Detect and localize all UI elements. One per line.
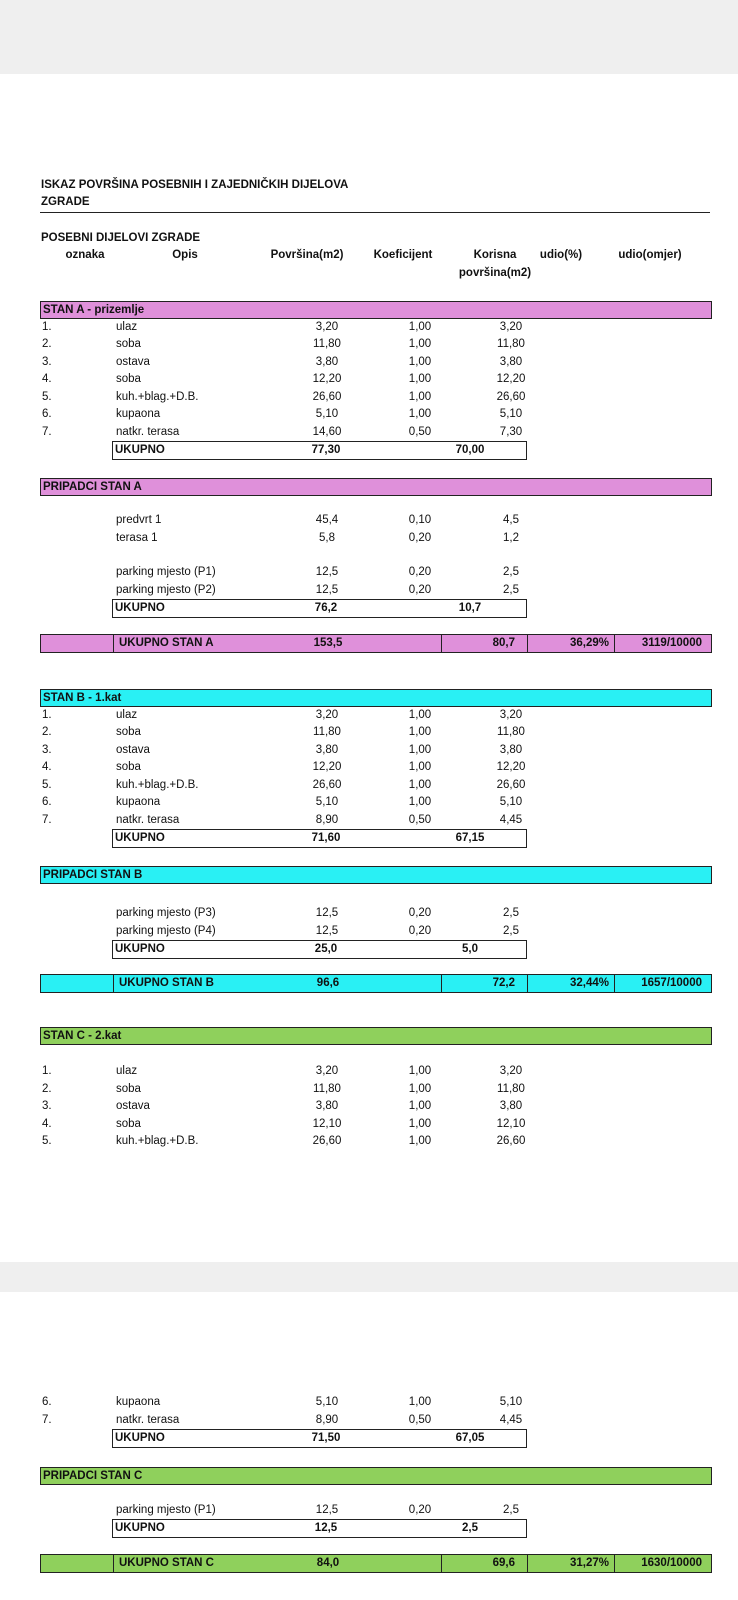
row-num: 6. bbox=[42, 1396, 52, 1408]
row-desc: soba bbox=[116, 373, 141, 385]
row-area: 12,5 bbox=[315, 925, 339, 937]
row-area: 12,5 bbox=[315, 584, 339, 596]
total-row bbox=[112, 1429, 527, 1448]
row-desc: soba bbox=[116, 1083, 141, 1095]
grand-label: UKUPNO STAN A bbox=[119, 637, 214, 649]
table-row bbox=[40, 1063, 710, 1080]
section-title: STAN C - 2.kat bbox=[43, 1030, 122, 1042]
total-area: 76,2 bbox=[314, 602, 338, 614]
table-row bbox=[40, 1116, 710, 1133]
row-desc: parking mjesto (P1) bbox=[116, 566, 216, 578]
row-coef: 0,20 bbox=[408, 532, 432, 544]
cell-divider bbox=[614, 1555, 615, 1572]
row-coef: 0,20 bbox=[408, 584, 432, 596]
total-label: UKUPNO bbox=[115, 1432, 165, 1444]
row-desc: kuh.+blag.+D.B. bbox=[116, 1135, 199, 1147]
table-row bbox=[40, 777, 710, 794]
table-row bbox=[40, 759, 710, 776]
header-udio-omjer: udio(omjer) bbox=[618, 249, 682, 261]
row-area: 3,20 bbox=[315, 709, 339, 721]
row-area: 5,10 bbox=[315, 1396, 339, 1408]
row-area: 26,60 bbox=[312, 391, 342, 403]
table-row bbox=[40, 707, 710, 724]
header-koeficijent: Koeficijent bbox=[373, 249, 433, 261]
row-kor: 26,60 bbox=[496, 391, 526, 403]
row-area: 8,90 bbox=[315, 1414, 339, 1426]
row-kor: 3,80 bbox=[499, 1100, 523, 1112]
row-kor: 4,45 bbox=[499, 814, 523, 826]
row-kor: 4,5 bbox=[503, 514, 519, 526]
row-desc: soba bbox=[116, 1118, 141, 1130]
row-desc: kupaona bbox=[116, 408, 161, 420]
total-row bbox=[112, 441, 527, 460]
row-kor: 3,20 bbox=[499, 1065, 523, 1077]
row-desc: parking mjesto (P2) bbox=[116, 584, 216, 596]
header-korisna-2: površina(m2) bbox=[458, 267, 532, 279]
grand-pct: 32,44% bbox=[569, 977, 609, 989]
row-area: 12,20 bbox=[312, 761, 342, 773]
header-udio-pct: udio(%) bbox=[539, 249, 583, 261]
row-num: 4. bbox=[42, 761, 52, 773]
row-kor: 3,80 bbox=[499, 744, 523, 756]
total-label: UKUPNO bbox=[115, 943, 165, 955]
grand-kor: 80,7 bbox=[492, 637, 515, 649]
title-underline bbox=[40, 212, 710, 213]
row-kor: 2,5 bbox=[503, 566, 519, 578]
row-kor: 2,5 bbox=[503, 925, 519, 937]
row-kor: 7,30 bbox=[499, 426, 523, 438]
total-row bbox=[112, 940, 527, 959]
row-num: 7. bbox=[42, 814, 52, 826]
total-label: UKUPNO bbox=[115, 444, 165, 456]
top-gray-band bbox=[0, 0, 738, 74]
total-kor: 67,05 bbox=[455, 1432, 485, 1444]
header-korisna: Korisna bbox=[473, 249, 517, 261]
total-label: UKUPNO bbox=[115, 602, 165, 614]
row-num: 6. bbox=[42, 796, 52, 808]
section-title: PRIPADCI STAN C bbox=[43, 1470, 143, 1482]
table-row bbox=[40, 923, 710, 940]
row-coef: 1,00 bbox=[408, 744, 432, 756]
row-coef: 1,00 bbox=[408, 356, 432, 368]
row-area: 3,80 bbox=[315, 744, 339, 756]
grand-kor: 72,2 bbox=[492, 977, 515, 989]
row-coef: 1,00 bbox=[408, 408, 432, 420]
row-num: 2. bbox=[42, 726, 52, 738]
section-header-stan-b bbox=[40, 689, 712, 707]
table-row bbox=[40, 582, 710, 599]
table-row bbox=[40, 319, 710, 336]
total-row bbox=[112, 599, 527, 618]
total-label: UKUPNO bbox=[115, 832, 165, 844]
row-coef: 1,00 bbox=[408, 338, 432, 350]
table-row bbox=[40, 742, 710, 759]
section-header-pripadci-c bbox=[40, 1467, 712, 1485]
row-desc: soba bbox=[116, 726, 141, 738]
total-kor: 67,15 bbox=[455, 832, 485, 844]
row-coef: 1,00 bbox=[408, 391, 432, 403]
row-desc: terasa 1 bbox=[116, 532, 158, 544]
section-header-pripadci-b bbox=[40, 866, 712, 884]
grand-label: UKUPNO STAN B bbox=[119, 977, 214, 989]
doc-subtitle: POSEBNI DIJELOVI ZGRADE bbox=[41, 232, 201, 244]
section-title: STAN B - 1.kat bbox=[43, 692, 122, 704]
row-area: 12,10 bbox=[312, 1118, 342, 1130]
grand-area: 96,6 bbox=[316, 977, 340, 989]
row-coef: 1,00 bbox=[408, 796, 432, 808]
row-kor: 2,5 bbox=[503, 1504, 519, 1516]
row-coef: 1,00 bbox=[408, 761, 432, 773]
doc-title-line1: ISKAZ POVRŠINA POSEBNIH I ZAJEDNIČKIH DIJELOVA bbox=[41, 179, 349, 191]
table-row bbox=[40, 530, 710, 547]
total-area: 71,50 bbox=[311, 1432, 341, 1444]
row-kor: 4,45 bbox=[499, 1414, 523, 1426]
row-kor: 11,80 bbox=[497, 726, 525, 738]
row-num: 6. bbox=[42, 408, 52, 420]
total-kor: 2,5 bbox=[462, 1522, 478, 1534]
row-desc: soba bbox=[116, 338, 141, 350]
row-area: 3,20 bbox=[315, 1065, 339, 1077]
row-kor: 26,60 bbox=[496, 779, 526, 791]
table-row bbox=[40, 336, 710, 353]
row-desc: predvrt 1 bbox=[116, 514, 162, 526]
cell-divider bbox=[614, 635, 615, 652]
section-title: PRIPADCI STAN B bbox=[43, 869, 143, 881]
row-kor: 11,80 bbox=[497, 1083, 525, 1095]
row-kor: 5,10 bbox=[499, 1396, 523, 1408]
row-kor: 12,10 bbox=[496, 1118, 526, 1130]
row-desc: ostava bbox=[116, 1100, 150, 1112]
row-coef: 1,00 bbox=[408, 1135, 432, 1147]
section-title: PRIPADCI STAN A bbox=[43, 481, 142, 493]
table-row bbox=[40, 354, 710, 371]
total-kor: 70,00 bbox=[455, 444, 485, 456]
row-area: 3,20 bbox=[315, 321, 339, 333]
row-area: 3,80 bbox=[315, 1100, 339, 1112]
row-desc: parking mjesto (P3) bbox=[116, 907, 216, 919]
row-area: 11,80 bbox=[313, 726, 341, 738]
grand-total-stan-c bbox=[40, 1554, 712, 1573]
header-povrsina: Površina(m2) bbox=[270, 249, 344, 261]
row-kor: 3,80 bbox=[499, 356, 523, 368]
row-kor: 3,20 bbox=[499, 321, 523, 333]
total-area: 25,0 bbox=[314, 943, 338, 955]
row-num: 5. bbox=[42, 391, 52, 403]
header-opis: Opis bbox=[172, 249, 198, 261]
row-desc: kupaona bbox=[116, 796, 161, 808]
row-coef: 1,00 bbox=[408, 373, 432, 385]
table-row bbox=[40, 389, 710, 406]
row-kor: 26,60 bbox=[496, 1135, 526, 1147]
section-header-pripadci-a bbox=[40, 478, 712, 496]
row-kor: 11,80 bbox=[497, 338, 525, 350]
row-num: 5. bbox=[42, 1135, 52, 1147]
table-row bbox=[40, 724, 710, 741]
total-area: 71,60 bbox=[311, 832, 341, 844]
row-kor: 12,20 bbox=[496, 761, 526, 773]
row-coef: 1,00 bbox=[408, 1083, 432, 1095]
row-desc: parking mjesto (P1) bbox=[116, 1504, 216, 1516]
row-coef: 0,10 bbox=[408, 514, 432, 526]
total-row bbox=[112, 1519, 527, 1538]
grand-pct: 31,27% bbox=[569, 1557, 609, 1569]
row-kor: 5,10 bbox=[499, 796, 523, 808]
section-header-stan-a bbox=[40, 301, 712, 319]
cell-divider bbox=[113, 635, 114, 652]
grand-kor: 69,6 bbox=[492, 1557, 515, 1569]
grand-total-stan-a bbox=[40, 634, 712, 653]
table-row bbox=[40, 905, 710, 922]
row-num: 4. bbox=[42, 373, 52, 385]
row-desc: kuh.+blag.+D.B. bbox=[116, 391, 199, 403]
row-desc: ulaz bbox=[116, 709, 138, 721]
total-area: 77,30 bbox=[311, 444, 341, 456]
table-row bbox=[40, 1081, 710, 1098]
row-num: 3. bbox=[42, 1100, 52, 1112]
table-row bbox=[40, 371, 710, 388]
row-num: 7. bbox=[42, 1414, 52, 1426]
table-row bbox=[40, 564, 710, 581]
row-desc: natkr. terasa bbox=[116, 814, 180, 826]
table-row bbox=[40, 812, 710, 829]
row-kor: 12,20 bbox=[496, 373, 526, 385]
section-title: STAN A - prizemlje bbox=[43, 304, 145, 316]
row-desc: ulaz bbox=[116, 321, 138, 333]
row-area: 12,5 bbox=[315, 1504, 339, 1516]
row-num: 1. bbox=[42, 1065, 52, 1077]
row-area: 45,4 bbox=[315, 514, 339, 526]
row-area: 12,5 bbox=[315, 566, 339, 578]
table-row bbox=[40, 1412, 710, 1429]
row-coef: 0,50 bbox=[408, 1414, 432, 1426]
row-coef: 1,00 bbox=[408, 321, 432, 333]
row-kor: 5,10 bbox=[499, 408, 523, 420]
row-coef: 1,00 bbox=[408, 709, 432, 721]
total-kor: 10,7 bbox=[458, 602, 482, 614]
total-row bbox=[112, 829, 527, 848]
table-row bbox=[40, 1394, 710, 1411]
row-area: 12,20 bbox=[312, 373, 342, 385]
table-row bbox=[40, 424, 710, 441]
cell-divider bbox=[614, 975, 615, 992]
table-row bbox=[40, 794, 710, 811]
row-num: 1. bbox=[42, 321, 52, 333]
row-kor: 3,20 bbox=[499, 709, 523, 721]
row-num: 3. bbox=[42, 744, 52, 756]
grand-pct: 36,29% bbox=[569, 637, 609, 649]
row-kor: 1,2 bbox=[503, 532, 519, 544]
row-num: 7. bbox=[42, 426, 52, 438]
grand-omjer: 3119/10000 bbox=[641, 637, 702, 649]
table-row bbox=[40, 512, 710, 529]
row-coef: 0,20 bbox=[408, 907, 432, 919]
row-num: 5. bbox=[42, 779, 52, 791]
total-kor: 5,0 bbox=[462, 943, 478, 955]
page-break-band bbox=[0, 1262, 738, 1292]
row-num: 2. bbox=[42, 1083, 52, 1095]
grand-total-stan-b bbox=[40, 974, 712, 993]
row-coef: 1,00 bbox=[408, 779, 432, 791]
row-area: 5,8 bbox=[319, 532, 335, 544]
row-coef: 1,00 bbox=[408, 726, 432, 738]
table-row bbox=[40, 1133, 710, 1150]
row-desc: natkr. terasa bbox=[116, 1414, 180, 1426]
row-area: 14,60 bbox=[312, 426, 342, 438]
row-num: 4. bbox=[42, 1118, 52, 1130]
row-area: 5,10 bbox=[315, 408, 339, 420]
row-desc: soba bbox=[116, 761, 141, 773]
row-area: 26,60 bbox=[312, 1135, 342, 1147]
row-num: 2. bbox=[42, 338, 52, 350]
row-desc: ostava bbox=[116, 356, 150, 368]
header-oznaka: oznaka bbox=[65, 249, 105, 261]
row-coef: 1,00 bbox=[408, 1396, 432, 1408]
row-coef: 0,20 bbox=[408, 1504, 432, 1516]
row-desc: parking mjesto (P4) bbox=[116, 925, 216, 937]
row-desc: ulaz bbox=[116, 1065, 138, 1077]
cell-divider bbox=[113, 975, 114, 992]
row-kor: 2,5 bbox=[503, 584, 519, 596]
table-row bbox=[40, 1098, 710, 1115]
grand-label: UKUPNO STAN C bbox=[119, 1557, 214, 1569]
grand-omjer: 1657/10000 bbox=[641, 977, 702, 989]
doc-title-line2: ZGRADE bbox=[41, 196, 90, 208]
row-kor: 2,5 bbox=[503, 907, 519, 919]
row-coef: 1,00 bbox=[408, 1118, 432, 1130]
row-area: 3,80 bbox=[315, 356, 339, 368]
cell-divider bbox=[113, 1555, 114, 1572]
row-desc: ostava bbox=[116, 744, 150, 756]
row-area: 11,80 bbox=[313, 338, 341, 350]
row-num: 3. bbox=[42, 356, 52, 368]
grand-area: 84,0 bbox=[316, 1557, 340, 1569]
row-coef: 0,50 bbox=[408, 814, 432, 826]
row-coef: 0,20 bbox=[408, 566, 432, 578]
row-desc: kuh.+blag.+D.B. bbox=[116, 779, 199, 791]
section-header-stan-c bbox=[40, 1027, 712, 1045]
row-area: 5,10 bbox=[315, 796, 339, 808]
row-coef: 1,00 bbox=[408, 1100, 432, 1112]
table-row bbox=[40, 406, 710, 423]
grand-area: 153,5 bbox=[313, 637, 343, 649]
grand-omjer: 1630/10000 bbox=[641, 1557, 702, 1569]
row-coef: 1,00 bbox=[408, 1065, 432, 1077]
total-label: UKUPNO bbox=[115, 1522, 165, 1534]
table-row bbox=[40, 1502, 710, 1519]
total-area: 12,5 bbox=[314, 1522, 338, 1534]
row-coef: 0,20 bbox=[408, 925, 432, 937]
row-num: 1. bbox=[42, 709, 52, 721]
row-desc: kupaona bbox=[116, 1396, 161, 1408]
row-area: 11,80 bbox=[313, 1083, 341, 1095]
row-area: 8,90 bbox=[315, 814, 339, 826]
row-area: 26,60 bbox=[312, 779, 342, 791]
row-desc: natkr. terasa bbox=[116, 426, 180, 438]
row-area: 12,5 bbox=[315, 907, 339, 919]
row-coef: 0,50 bbox=[408, 426, 432, 438]
